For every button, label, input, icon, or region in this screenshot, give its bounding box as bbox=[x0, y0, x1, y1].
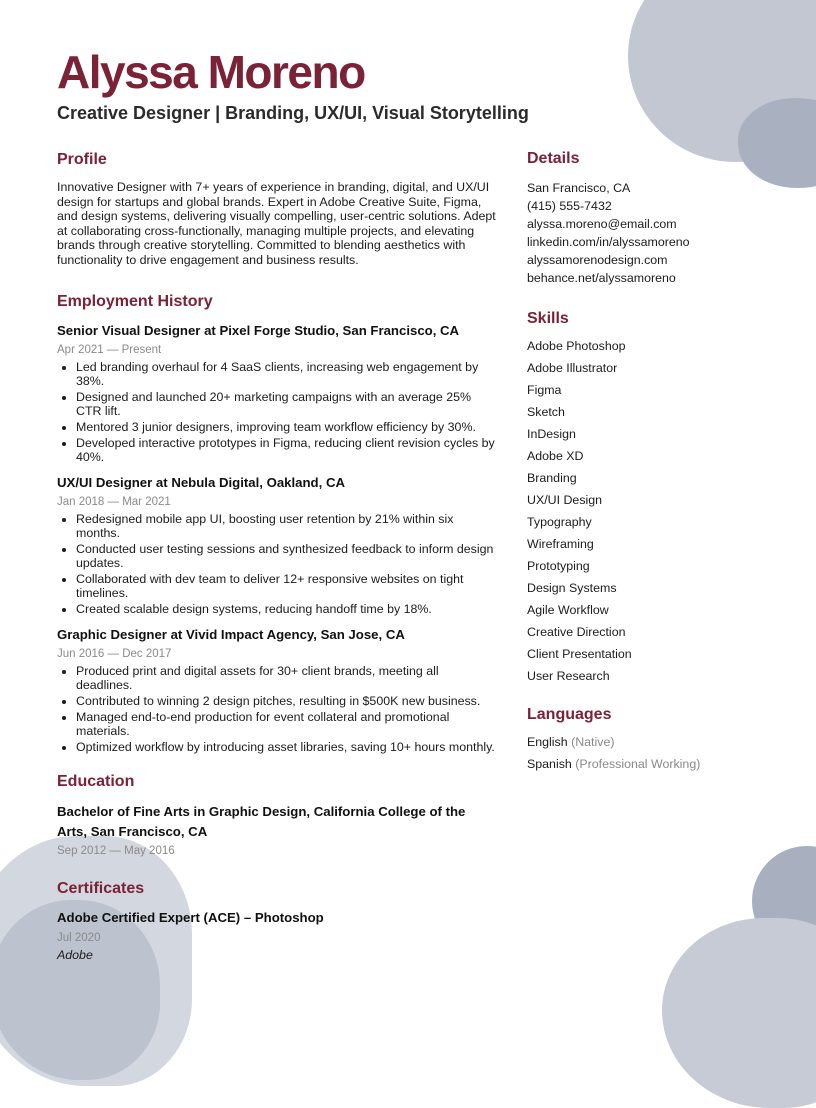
language-item bbox=[527, 753, 787, 775]
skill-item: Agile Workflow bbox=[527, 603, 609, 617]
language-name: Spanish bbox=[527, 757, 572, 771]
language-level: (Professional Working) bbox=[575, 757, 701, 771]
skill-item: Creative Direction bbox=[527, 625, 626, 639]
education-section bbox=[57, 772, 497, 859]
job-bullet: • Produced print and digital assets for 30+ client brands, meeting all deadlines. bbox=[76, 664, 497, 692]
detail-behance-link[interactable]: behance.net/alyssamoreno bbox=[527, 271, 676, 285]
skill-item: Client Presentation bbox=[527, 647, 632, 661]
skill-item: Prototyping bbox=[527, 559, 590, 573]
language-item bbox=[527, 731, 787, 753]
profile-section bbox=[57, 150, 497, 268]
job-bullets bbox=[57, 360, 497, 464]
job-title: Senior Visual Designer at Pixel Forge Studio, San Francisco, CA bbox=[57, 322, 460, 338]
skill-item: Adobe Illustrator bbox=[527, 361, 618, 375]
skills-section bbox=[527, 309, 787, 687]
section-heading-employment: Employment History bbox=[57, 292, 213, 310]
section-heading-languages: Languages bbox=[527, 706, 612, 723]
section-heading-education: Education bbox=[57, 772, 135, 790]
skills-list bbox=[527, 335, 787, 687]
employment-section bbox=[57, 292, 497, 754]
degree-title: Bachelor of Fine Arts in Graphic Design, California College of the Arts, San Francisco, CA bbox=[57, 803, 466, 839]
skill-item: Typography bbox=[527, 515, 592, 529]
certificate-date: Jul 2020 bbox=[57, 931, 101, 944]
language-level: (Native) bbox=[571, 735, 615, 749]
job-dates: Jun 2016 — Dec 2017 bbox=[57, 647, 172, 660]
job-bullet: • Mentored 3 junior designers, improving team workflow efficiency by 30%. bbox=[76, 420, 497, 434]
job-bullet: • Contributed to winning 2 design pitches, resulting in $500K new business. bbox=[76, 694, 497, 708]
skill-item: Sketch bbox=[527, 405, 565, 419]
language-name: English bbox=[527, 735, 568, 749]
skill-item: Branding bbox=[527, 471, 577, 485]
job-bullets bbox=[57, 664, 497, 754]
job-dates: Apr 2021 — Present bbox=[57, 343, 162, 356]
section-heading-profile: Profile bbox=[57, 151, 107, 168]
job-dates: Jan 2018 — Mar 2021 bbox=[57, 495, 171, 508]
job-entry bbox=[57, 322, 497, 464]
main-column bbox=[57, 150, 497, 964]
job-bullet: • Redesigned mobile app UI, boosting user retention by 21% within six months. bbox=[76, 512, 497, 540]
section-heading-certificates: Certificates bbox=[57, 879, 145, 897]
section-heading-details: Details bbox=[527, 150, 580, 167]
job-bullet: • Optimized workflow by introducing asset libraries, saving 10+ hours monthly. bbox=[76, 740, 497, 754]
certificate-issuer: Adobe bbox=[57, 947, 93, 962]
details-section bbox=[527, 149, 787, 287]
certificate-name: Adobe Certified Expert (ACE) – Photoshop bbox=[57, 909, 324, 925]
job-bullet: • Created scalable design systems, reducing handoff time by 18%. bbox=[76, 602, 497, 616]
skill-item: Figma bbox=[527, 383, 562, 397]
languages-list bbox=[527, 731, 787, 775]
candidate-title: Creative Designer | Branding, UX/UI, Visual Storytelling bbox=[57, 103, 529, 123]
job-title: UX/UI Designer at Nebula Digital, Oakland, CA bbox=[57, 474, 345, 490]
detail-website-link[interactable]: alyssamorenodesign.com bbox=[527, 253, 668, 267]
section-heading-skills: Skills bbox=[527, 310, 569, 327]
job-entry bbox=[57, 626, 497, 754]
job-entry bbox=[57, 474, 497, 616]
detail-email[interactable]: alyssa.moreno@email.com bbox=[527, 217, 677, 231]
job-bullet: • Led branding overhaul for 4 SaaS clients, increasing web engagement by 38%. bbox=[76, 360, 497, 388]
job-title: Graphic Designer at Vivid Impact Agency, San Jose, CA bbox=[57, 626, 405, 642]
candidate-name: Alyssa Moreno bbox=[57, 46, 365, 98]
job-bullet: • Conducted user testing sessions and synthesized feedback to inform design updates. bbox=[76, 542, 497, 570]
skill-item: Adobe Photoshop bbox=[527, 339, 626, 353]
job-bullet: • Designed and launched 20+ marketing campaigns with an average 25% CTR lift. bbox=[76, 390, 497, 418]
sidebar-column bbox=[527, 149, 787, 775]
details-list bbox=[527, 179, 787, 287]
certificates-section bbox=[57, 879, 497, 964]
education-dates: Sep 2012 — May 2016 bbox=[57, 844, 175, 857]
profile-summary: Innovative Designer with 7+ years of experience in branding, digital, and UX/UI design for startups and global brands. Expert in Adobe Creative Suite, Figma, and design systems, delivering visually compelling, user-centric solutions. Adept at collaborating cross-functionally, managing multiple projects, and elevating brands through creative storytelling. Committed to blending aesthetics with functionality to drive engagement and business results. bbox=[57, 180, 496, 267]
skill-item: Design Systems bbox=[527, 581, 617, 595]
skill-item: Wireframing bbox=[527, 537, 594, 551]
skill-item: User Research bbox=[527, 669, 610, 683]
job-bullet: • Managed end-to-end production for event collateral and promotional materials. bbox=[76, 710, 497, 738]
skill-item: Adobe XD bbox=[527, 449, 584, 463]
detail-location: San Francisco, CA bbox=[527, 181, 631, 195]
detail-phone: (415) 555-7432 bbox=[527, 199, 612, 213]
languages-section bbox=[527, 705, 787, 775]
job-bullets bbox=[57, 512, 497, 616]
skill-item: UX/UI Design bbox=[527, 493, 603, 507]
job-bullet: • Collaborated with dev team to deliver 12+ responsive websites on tight timelines. bbox=[76, 572, 497, 600]
job-bullet: • Developed interactive prototypes in Figma, reducing client revision cycles by 40%. bbox=[76, 436, 497, 464]
skill-item: InDesign bbox=[527, 427, 576, 441]
detail-linkedin-link[interactable]: linkedin.com/in/alyssamoreno bbox=[527, 235, 690, 249]
